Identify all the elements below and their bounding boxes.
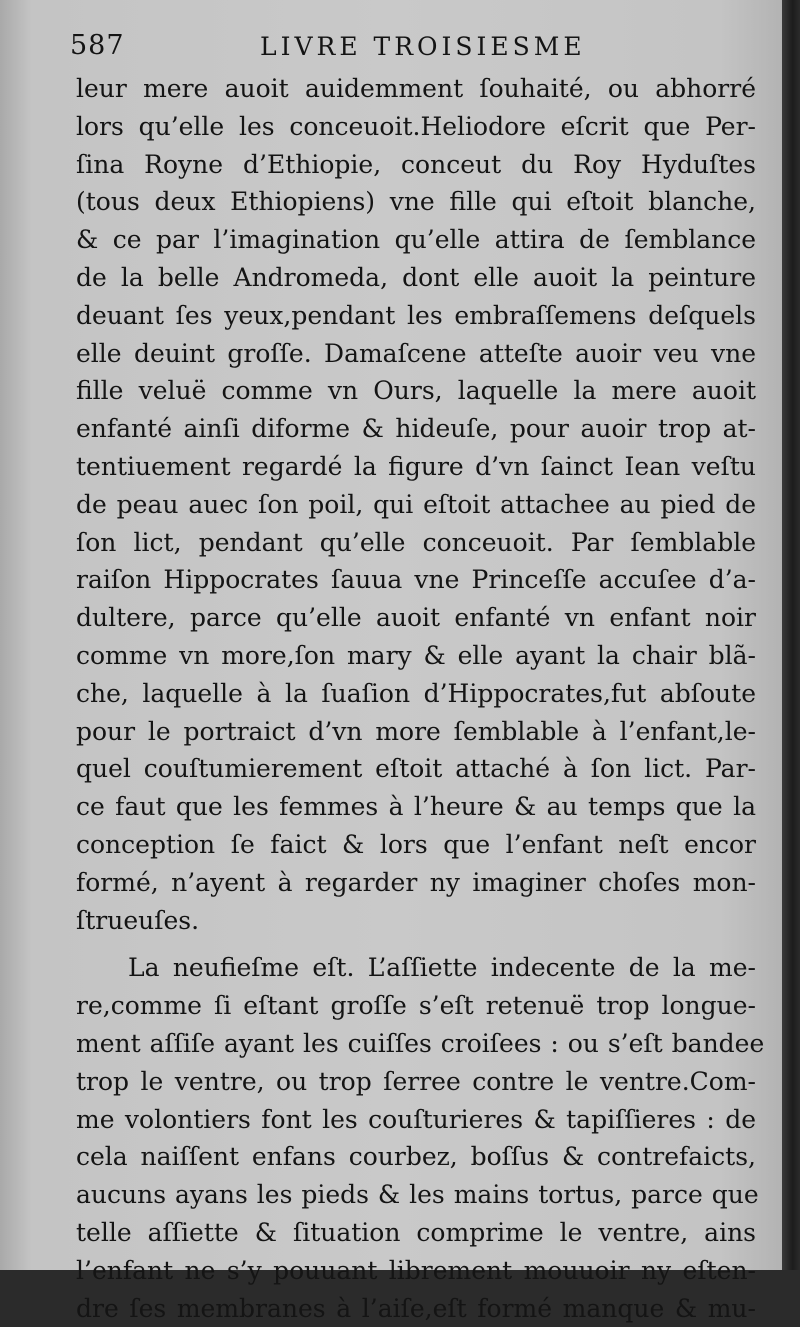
text-line: ſtrueuſes. [76,902,756,940]
text-line: cela naiſſent enfans courbez, boſſus & contrefaicts, [76,1138,756,1176]
text-line: elle deuint groſſe. Damaſcene atteſte auoir veu vne [76,335,756,373]
running-title: LIVRE TROISIESME [260,32,586,61]
text-line: conception ſe faict & lors que l’enfant neſt encor [76,826,756,864]
text-line: ce faut que les femmes à l’heure & au temps que la [76,788,756,826]
page-number: 587 [70,30,125,61]
page-edge-shadow [782,0,800,1270]
text-line: che, laquelle à la ſuaſion d’Hippocrates,fut abſoute [76,675,756,713]
text-line: ſon lict, pendant qu’elle conceuoit. Par ſemblable [76,524,756,562]
text-line: fille veluë comme vn Ours, laquelle la mere auoit [76,372,756,410]
text-line: de peau auec ſon poil, qui eſtoit attachee au pied de [76,486,756,524]
text-line: me volontiers font les couſturieres & tapiſſieres : de [76,1101,756,1139]
text-line: ment aſſiſe ayant les cuiſſes croiſees : ou s’eſt bandee [76,1025,756,1063]
body-text [76,70,756,1327]
text-line: l’enfant ne s’y pouuant librement mouuoir ny eſten- [76,1252,756,1290]
text-line: de la belle Andromeda, dont elle auoit la peinture [76,259,756,297]
text-line: enfanté ainſi diforme & hideuſe, pour auoir trop at- [76,410,756,448]
text-line: pour le portraict d’vn more ſemblable à l’enfant,le- [76,713,756,751]
text-line: (tous deux Ethiopiens) vne fille qui eſtoit blanche, [76,183,756,221]
paragraph-start-line: La neufieſme eſt. L’aſſiette indecente de la me- [76,949,756,987]
text-line: tentiuement regardé la figure d’vn ſainct Iean veſtu [76,448,756,486]
text-line: quel couſtumierement eſtoit attaché à ſon lict. Par- [76,750,756,788]
text-line: formé, n’ayent à regarder ny imaginer choſes mon- [76,864,756,902]
text-line: deuant ſes yeux,pendant les embraſſemens deſquels [76,297,756,335]
text-line: re,comme ſi eſtant groſſe s’eſt retenuë trop longue- [76,987,756,1025]
text-line: comme vn more,ſon mary & elle ayant la chair blã- [76,637,756,675]
text-line: leur mere auoit auidemment ſouhaité, ou abhorré [76,70,756,108]
text-line: & ce par l’imagination qu’elle attira de ſemblance [76,221,756,259]
running-head [70,30,640,66]
text-line: lors qu’elle les conceuoit.Heliodore eſcrit que Per- [76,108,756,146]
text-line: dre ſes membranes à l’aiſe,eſt formé manque & mu- [76,1290,756,1327]
text-line: telle aſſiette & ſituation comprime le ventre, ains [76,1214,756,1252]
text-line: aucuns ayans les pieds & les mains tortus, parce que [76,1176,756,1214]
text-line: dultere, parce qu’elle auoit enfanté vn enfant noir [76,599,756,637]
text-line: raiſon Hippocrates ſauua vne Princeſſe accuſee d’a- [76,561,756,599]
text-line: trop le ventre, ou trop ſerree contre le ventre.Com- [76,1063,756,1101]
text-line: ſina Royne d’Ethiopie, conceut du Roy Hyduſtes [76,146,756,184]
